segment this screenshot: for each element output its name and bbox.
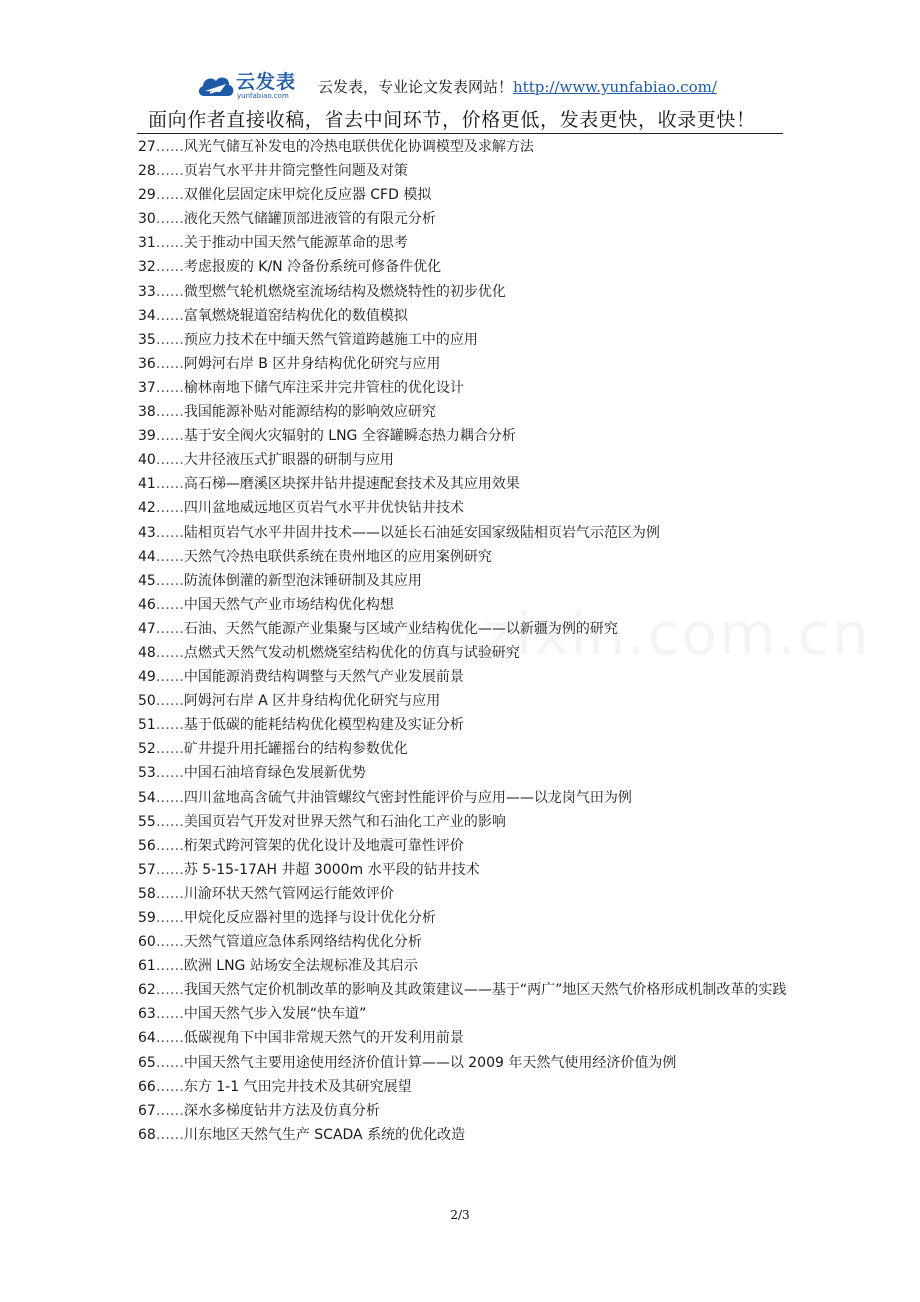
item-number: 34: [138, 307, 156, 324]
item-title: 苏 5-15-17AH 井超 3000m 水平段的钻井技术: [183, 861, 480, 878]
item-number: 61: [138, 958, 156, 975]
item-number: 57: [138, 861, 156, 878]
item-number: 62: [138, 982, 156, 999]
item-title: 我国天然气定价机制改革的影响及其政策建议——基于“两广”地区天然气价格形成机制改革的实践: [183, 982, 787, 999]
item-number: 44: [138, 548, 156, 565]
item-leader-dots: ……: [155, 861, 184, 878]
list-item: [138, 786, 788, 810]
list-item: [138, 689, 788, 713]
item-leader-dots: ……: [155, 524, 184, 541]
item-title: 阿姆河右岸 B 区井身结构优化研究与应用: [183, 355, 441, 372]
item-number: 67: [138, 1102, 156, 1119]
item-title: 陆相页岩气水平井固井技术——以延长石油延安国家级陆相页岩气示范区为例: [183, 524, 660, 541]
item-title: 中国天然气主要用途使用经济价值计算——以 2009 年天然气使用经济价值为例: [183, 1054, 677, 1071]
item-number: 28: [138, 163, 156, 180]
list-item: [138, 858, 788, 882]
item-leader-dots: ……: [155, 139, 184, 155]
item-leader-dots: ……: [155, 669, 184, 686]
item-title: 川东地区天然气生产 SCADA 系统的优化改造: [183, 1126, 466, 1143]
item-number: 39: [138, 428, 156, 445]
tagline-text: 云发表，专业论文发表网站！: [318, 78, 514, 96]
item-leader-dots: ……: [155, 1126, 184, 1143]
list-item: [138, 1026, 788, 1050]
item-leader-dots: ……: [155, 644, 184, 661]
list-item: [138, 810, 788, 834]
item-number: 55: [138, 813, 156, 830]
list-item: [138, 496, 788, 520]
list-item: [138, 1075, 788, 1099]
item-title: 双催化层固定床甲烷化反应器 CFD 模拟: [183, 187, 432, 204]
item-leader-dots: ……: [155, 548, 184, 565]
item-leader-dots: ……: [155, 307, 184, 324]
list-item: [138, 376, 788, 400]
list-item: [138, 1002, 788, 1026]
item-leader-dots: ……: [155, 355, 184, 372]
item-number: 65: [138, 1054, 156, 1071]
item-title: 东方 1-1 气田完井技术及其研究展望: [183, 1078, 412, 1095]
item-title: 深水多梯度钻井方法及仿真分析: [183, 1102, 380, 1119]
item-leader-dots: ……: [155, 283, 184, 300]
list-item: [138, 593, 788, 617]
item-leader-dots: ……: [155, 958, 184, 975]
item-title: 桁架式跨河管架的优化设计及地震可靠性评价: [183, 837, 464, 854]
list-item: [138, 545, 788, 569]
item-number: 64: [138, 1030, 156, 1047]
list-item: [138, 906, 788, 930]
item-leader-dots: ……: [155, 331, 184, 348]
item-number: 43: [138, 524, 156, 541]
site-logo[interactable]: [196, 68, 320, 104]
site-tagline: [318, 76, 717, 97]
header-divider: [137, 133, 783, 134]
list-item: [138, 930, 788, 954]
item-title: 中国能源消费结构调整与天然气产业发展前景: [183, 669, 464, 686]
item-leader-dots: ……: [155, 235, 184, 252]
item-number: 56: [138, 837, 156, 854]
item-leader-dots: ……: [155, 717, 184, 734]
item-title: 石油、天然气能源产业集聚与区域产业结构优化——以新疆为例的研究: [183, 620, 618, 637]
list-item: [138, 617, 788, 641]
item-title: 页岩气水平井井筒完整性问题及对策: [183, 163, 408, 180]
item-leader-dots: ……: [155, 789, 184, 806]
list-item: [138, 424, 788, 448]
item-leader-dots: ……: [155, 837, 184, 854]
item-leader-dots: ……: [155, 1078, 184, 1095]
item-title: 点燃式天然气发动机燃烧室结构优化的仿真与试验研究: [183, 644, 520, 661]
item-number: 51: [138, 717, 156, 734]
item-leader-dots: ……: [155, 885, 184, 902]
item-leader-dots: ……: [155, 1030, 184, 1047]
item-title: 四川盆地威远地区页岩气水平井优快钻井技术: [183, 500, 464, 517]
list-item: [138, 231, 788, 255]
list-item: [138, 1051, 788, 1075]
item-number: 63: [138, 1006, 156, 1023]
item-leader-dots: ……: [155, 500, 184, 517]
list-item: [138, 328, 788, 352]
item-leader-dots: ……: [155, 428, 184, 445]
list-item: [138, 400, 788, 424]
list-item: [138, 761, 788, 785]
list-item: [138, 665, 788, 689]
item-title: 大井径液压式扩眼器的研制与应用: [183, 452, 394, 469]
item-number: 30: [138, 211, 156, 228]
item-leader-dots: ……: [155, 1006, 184, 1023]
item-number: 41: [138, 476, 156, 493]
item-title: 风光气储互补发电的冷热电联供优化协调模型及求解方法: [183, 139, 534, 155]
item-number: 37: [138, 379, 156, 396]
list-item: [138, 1099, 788, 1123]
item-leader-dots: ……: [155, 934, 184, 951]
list-item: [138, 1123, 788, 1147]
item-leader-dots: ……: [155, 982, 184, 999]
item-leader-dots: ……: [155, 741, 184, 758]
item-number: 45: [138, 572, 156, 589]
item-title: 基于安全阀火灾辐射的 LNG 全容罐瞬态热力耦合分析: [183, 428, 516, 445]
site-url-link[interactable]: http://www.yunfabiao.com/: [513, 78, 717, 96]
item-number: 29: [138, 187, 156, 204]
item-number: 31: [138, 235, 156, 252]
item-number: 32: [138, 259, 156, 276]
item-leader-dots: ……: [155, 379, 184, 396]
item-number: 40: [138, 452, 156, 469]
item-title: 中国天然气步入发展“快车道”: [183, 1006, 367, 1023]
item-title: 阿姆河右岸 A 区井身结构优化研究与应用: [183, 693, 441, 710]
item-number: 59: [138, 910, 156, 926]
item-leader-dots: ……: [155, 452, 184, 469]
item-leader-dots: ……: [155, 259, 184, 276]
item-number: 60: [138, 934, 156, 951]
list-item: [138, 472, 788, 496]
item-leader-dots: ……: [155, 596, 184, 613]
paper-title-list: [138, 135, 788, 1147]
item-number: 66: [138, 1078, 156, 1095]
list-item: [138, 834, 788, 858]
item-leader-dots: ……: [155, 476, 184, 493]
item-leader-dots: ……: [155, 813, 184, 830]
list-item: [138, 569, 788, 593]
item-leader-dots: ……: [155, 163, 184, 180]
item-title: 富氧燃烧辊道窑结构优化的数值模拟: [183, 307, 408, 324]
item-title: 欧洲 LNG 站场安全法规标准及其启示: [183, 958, 418, 975]
item-number: 54: [138, 789, 156, 806]
item-leader-dots: ……: [155, 211, 184, 228]
item-title: 液化天然气储罐顶部进液管的有限元分析: [183, 211, 436, 228]
item-number: 36: [138, 355, 156, 372]
item-number: 53: [138, 765, 156, 782]
list-item: [138, 954, 788, 978]
item-title: 榆林南地下储气库注采井完井管柱的优化设计: [183, 379, 464, 396]
item-number: 47: [138, 620, 156, 637]
page-header: [0, 0, 920, 136]
item-leader-dots: ……: [155, 404, 184, 421]
logo-text: 云发表: [236, 71, 297, 93]
item-title: 天然气管道应急体系网络结构优化分析: [183, 934, 422, 951]
list-item: [138, 641, 788, 665]
item-number: 48: [138, 644, 156, 661]
item-title: 川渝环状天然气管网运行能效评价: [183, 885, 394, 902]
logo-subtext: yunfabiao.com: [237, 92, 289, 100]
list-item: [138, 448, 788, 472]
item-leader-dots: ……: [155, 765, 184, 782]
list-item: [138, 521, 788, 545]
item-leader-dots: ……: [155, 910, 184, 926]
item-title: 中国天然气产业市场结构优化构想: [183, 596, 394, 613]
item-title: 基于低碳的能耗结构优化模型构建及实证分析: [183, 717, 464, 734]
item-title: 关于推动中国天然气能源革命的思考: [183, 235, 408, 252]
item-number: 49: [138, 669, 156, 686]
item-number: 27: [138, 139, 156, 155]
item-title: 预应力技术在中缅天然气管道跨越施工中的应用: [183, 331, 478, 348]
list-item: [138, 978, 788, 1002]
item-title: 低碳视角下中国非常规天然气的开发利用前景: [183, 1030, 464, 1047]
item-leader-dots: ……: [155, 620, 184, 637]
item-number: 52: [138, 741, 156, 758]
list-item: [138, 159, 788, 183]
item-leader-dots: ……: [155, 693, 184, 710]
item-number: 58: [138, 885, 156, 902]
item-title: 天然气冷热电联供系统在贵州地区的应用案例研究: [183, 548, 492, 565]
item-leader-dots: ……: [155, 1102, 184, 1119]
list-item: [138, 255, 788, 279]
item-leader-dots: ……: [155, 572, 184, 589]
item-number: 35: [138, 331, 156, 348]
item-title: 美国页岩气开发对世界天然气和石油化工产业的影响: [183, 813, 506, 830]
item-leader-dots: ……: [155, 187, 184, 204]
list-item: [138, 304, 788, 328]
item-title: 防流体倒灌的新型泡沫锤研制及其应用: [183, 572, 422, 589]
cloud-logo-icon: [196, 70, 236, 102]
list-item: [138, 352, 788, 376]
item-number: 42: [138, 500, 156, 517]
item-title: 高石梯—磨溪区块探井钻井提速配套技术及其应用效果: [183, 476, 520, 493]
list-item: [138, 280, 788, 304]
item-title: 矿井提升用托罐摇台的结构参数优化: [183, 741, 408, 758]
item-title: 我国能源补贴对能源结构的影响效应研究: [183, 404, 436, 421]
item-number: 50: [138, 693, 156, 710]
item-title: 微型燃气轮机燃烧室流场结构及燃烧特性的初步优化: [183, 283, 506, 300]
list-item: [138, 713, 788, 737]
page-number: 2/3: [450, 1208, 470, 1222]
list-item: [138, 882, 788, 906]
item-number: 33: [138, 283, 156, 300]
item-number: 68: [138, 1126, 156, 1143]
item-leader-dots: ……: [155, 1054, 184, 1071]
item-number: 46: [138, 596, 156, 613]
item-title: 四川盆地高含硫气井油管螺纹气密封性能评价与应用——以龙岗气田为例: [183, 789, 632, 806]
item-title: 甲烷化反应器衬里的选择与设计优化分析: [183, 910, 436, 926]
item-title: 中国石油培育绿色发展新优势: [183, 765, 366, 782]
item-number: 38: [138, 404, 156, 421]
list-item: [138, 737, 788, 761]
site-slogan: 面向作者直接收稿，省去中间环节，价格更低，发表更快，收录更快！: [148, 109, 756, 131]
list-item: [138, 207, 788, 231]
item-title: 考虑报废的 K/N 冷备份系统可修备件优化: [183, 259, 442, 276]
list-item: [138, 135, 788, 159]
list-item: [138, 183, 788, 207]
